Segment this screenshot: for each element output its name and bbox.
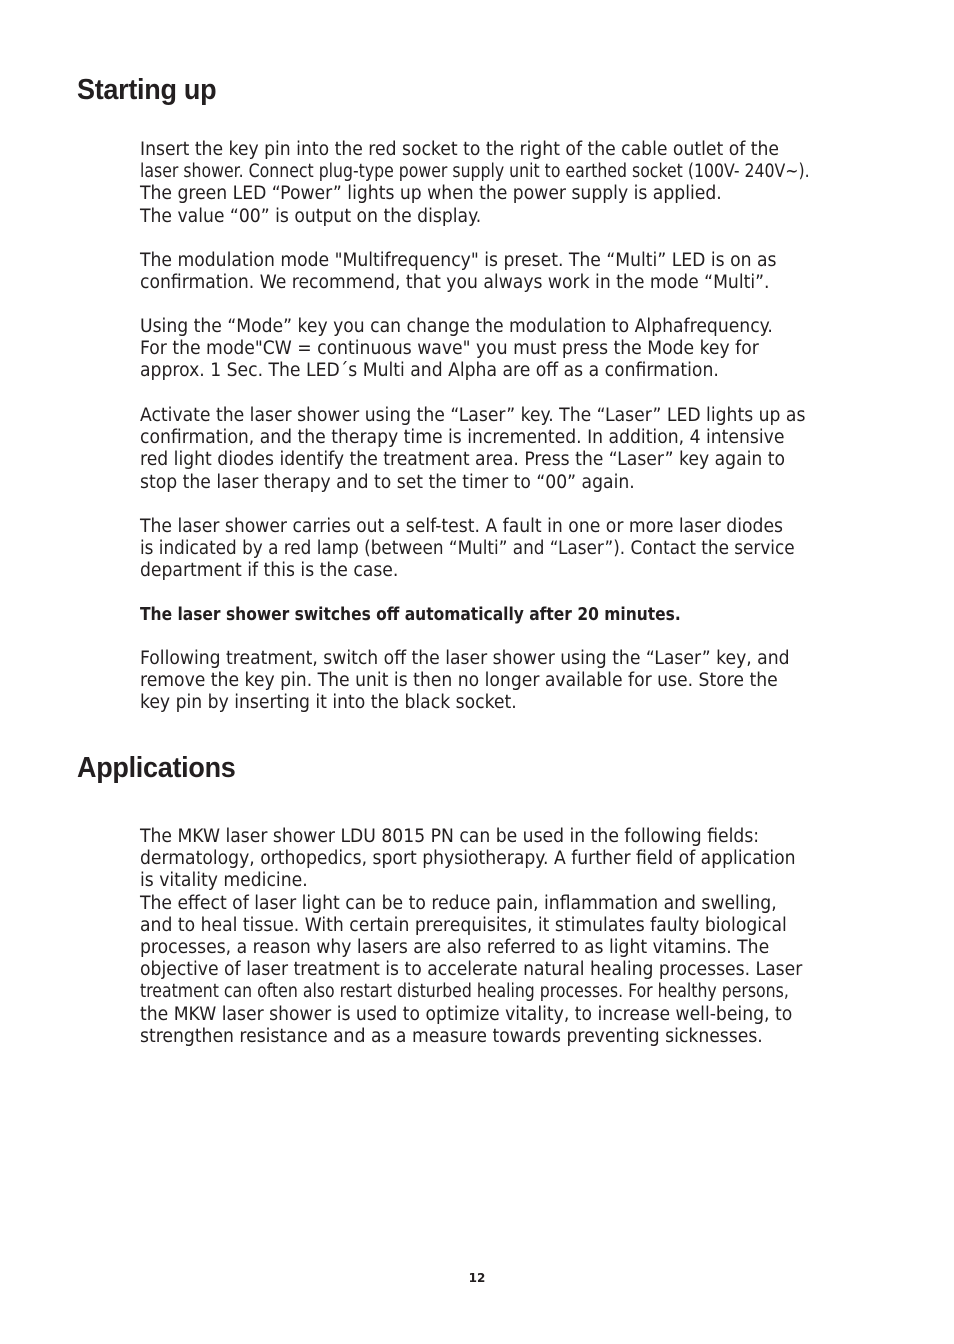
text-line: stop the laser therapy and to set the timer to “00” again.	[140, 471, 635, 493]
heading-applications: Applications	[77, 752, 236, 784]
text-line: red light diodes identify the treatment area. Press the “Laser” key again to	[140, 449, 786, 471]
paragraph-modulation-mode	[140, 250, 880, 294]
text-line: The green LED “Power” lights up when the power supply is applied.	[140, 183, 722, 205]
text-line: confirmation, and the therapy time is incremented. In addition, 4 intensive	[140, 427, 785, 449]
auto-off-notice	[140, 604, 880, 626]
text-line: laser shower. Connect plug-type power supply unit to earthed socket (100V- 240V~).	[140, 161, 810, 183]
paragraph-applications	[140, 826, 880, 1048]
text-line: remove the key pin. The unit is then no longer available for use. Store the	[140, 670, 778, 692]
heading-starting-up: Starting up	[77, 74, 217, 106]
text-line: is indicated by a red lamp (between “Multi” and “Laser”). Contact the service	[140, 538, 795, 560]
text-line: The laser shower carries out a self-test. A fault in one or more laser diodes	[140, 516, 784, 537]
text-line: strengthen resistance and as a measure towards preventing sicknesses.	[140, 1025, 763, 1047]
paragraph-mode-key	[140, 316, 880, 383]
text-line: is vitality medicine.	[140, 870, 308, 892]
paragraph-self-test	[140, 516, 880, 583]
text-line: dermatology, orthopedics, sport physiotherapy. A further field of application	[140, 848, 796, 870]
text-line: processes, a reason why lasers are also referred to as light vitamins. The	[140, 936, 770, 958]
text-line: For the mode"CW = continuous wave" you must press the Mode key for	[140, 338, 759, 360]
text-line: The value “00” is output on the display.	[140, 205, 482, 227]
notice-text: The laser shower switches off automatically after 20 minutes.	[140, 604, 681, 625]
text-line: confirmation. We recommend, that you always work in the mode “Multi”.	[140, 272, 770, 294]
text-line: The MKW laser shower LDU 8015 PN can be used in the following fields:	[140, 826, 760, 847]
paragraph-power-on	[140, 139, 880, 228]
text-line: Insert the key pin into the red socket to the right of the cable outlet of the	[140, 139, 779, 160]
text-line: approx. 1 Sec. The LED´s Multi and Alpha are off as a confirmation.	[140, 360, 719, 382]
text-line: department if this is the case.	[140, 560, 399, 582]
text-line: Following treatment, switch off the laser shower using the “Laser” key, and	[140, 648, 790, 669]
text-line: key pin by inserting it into the black socket.	[140, 692, 517, 714]
text-line: Using the “Mode” key you can change the modulation to Alphafrequency.	[140, 316, 773, 337]
text-line: Activate the laser shower using the “Laser” key. The “Laser” LED lights up as	[140, 405, 806, 426]
text-line: and to heal tissue. With certain prerequisites, it stimulates faulty biological	[140, 914, 787, 936]
text-line: The modulation mode "Multifrequency" is preset. The “Multi” LED is on as	[140, 250, 777, 271]
page-number: 12	[468, 1271, 486, 1285]
text-line: treatment can often also restart disturbed healing processes. For healthy persons,	[140, 981, 789, 1003]
paragraph-laser-key	[140, 405, 880, 494]
text-line: The effect of laser light can be to reduce pain, inflammation and swelling,	[140, 892, 777, 914]
paragraph-after-treatment	[140, 648, 880, 715]
text-line: the MKW laser shower is used to optimize vitality, to increase well-being, to	[140, 1003, 793, 1025]
text-line: objective of laser treatment is to accelerate natural healing processes. Laser	[140, 959, 803, 981]
